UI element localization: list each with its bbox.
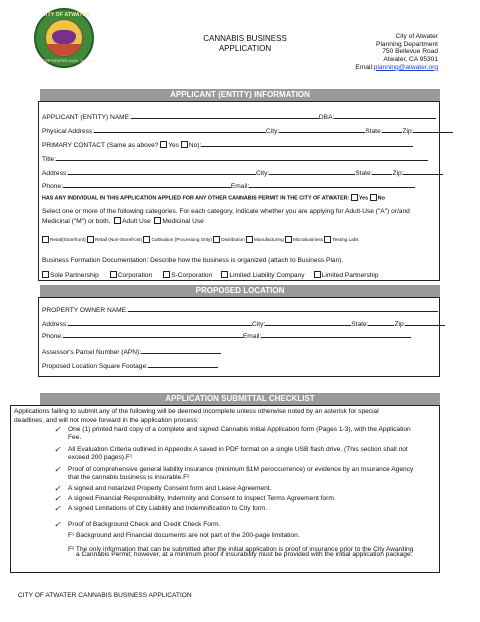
other-permit-row: HAS ANY INDIVIDUAL IN THIS APPLICATION APPLIED FOR ANY OTHER CANNABIS PERMIT IN THE CITY OF ATWATER: Yes No <box>42 195 385 202</box>
contact-zip-field[interactable] <box>403 168 443 175</box>
primary-contact-row: PRIMARY CONTACT (Same as above? Yes No): <box>42 140 413 150</box>
city-seal-logo <box>34 8 94 68</box>
retail-storefront-checkbox[interactable] <box>42 236 49 243</box>
physical-address-field[interactable] <box>94 126 266 133</box>
checklist-intro-line2: deadlines, and will not move forward in the application process: <box>14 417 199 424</box>
checklist-item: ✓ Proof of comprehensive general liability insurance (minimum $1M peroccurrence) or evidence by an Insurance Agency that the cannabis business is insurable.F² <box>54 465 414 481</box>
adult-use-checkbox[interactable] <box>114 217 121 224</box>
seal-top-text: CITY OF ATWATER <box>42 12 90 18</box>
location-phone-field[interactable] <box>63 331 243 338</box>
sole-partnership-checkbox[interactable] <box>42 271 49 278</box>
contact-address-field[interactable] <box>68 168 256 175</box>
footnote-2-line1: F² The only information that can be submitted after the initial application is proof of insurance prior to the City Awarding <box>68 546 414 553</box>
physical-address-row: Physical Address: City: State: Zip: <box>42 126 453 136</box>
applicant-section-header: APPLICANT (ENTITY) INFORMATION <box>40 89 440 101</box>
medicinal-use-checkbox[interactable] <box>154 217 161 224</box>
contact-email-field[interactable] <box>249 181 415 188</box>
checklist-item: ✓ A signed Financial Responsibility, Indemnity and Consent to Inspect Terms Agreement form. <box>54 494 336 503</box>
owner-name-field[interactable] <box>128 305 438 312</box>
apn-field[interactable] <box>141 347 221 354</box>
other-permit-no-checkbox[interactable] <box>370 194 377 201</box>
primary-same-yes-checkbox[interactable] <box>160 141 167 148</box>
footnote-1: F¹ Background and Financial documents are not part of the 200-page limitation. <box>68 532 300 539</box>
footnote-2-line2: a Cannabis Permit; however, at a minimum proof if insurability must be provided with the initial application package. <box>76 551 413 558</box>
physical-state-field[interactable] <box>382 126 402 133</box>
page-footer: CITY OF ATWATER CANNABIS BUSINESS APPLICATION <box>18 592 192 599</box>
cultivation-checkbox[interactable] <box>143 236 150 243</box>
check-mark-icon: ✓ <box>54 445 61 454</box>
check-mark-icon: ✓ <box>54 484 61 493</box>
department-address: City of Atwater Planning Department 750 Bellevue Road Atwater, CA 95301 Email:planning@atwater.org <box>355 33 438 71</box>
checklist-item: ✓ Proof of Background Check and Credit Check Form. <box>54 520 221 529</box>
check-mark-icon: ✓ <box>54 465 61 474</box>
manufacturing-checkbox[interactable] <box>246 236 253 243</box>
title-row: Title: <box>42 154 428 164</box>
distribution-checkbox[interactable] <box>213 236 220 243</box>
applicant-name-row: APPLICANT (ENTITY) NAME: DBA: <box>42 112 436 122</box>
dba-field[interactable] <box>334 112 436 119</box>
physical-zip-field[interactable] <box>413 126 453 133</box>
location-address-row: Address: City: State: Zip: <box>42 319 445 329</box>
category-checkbox-row: Retail(Storefront) Retail (Non-Storefront) Cultivation (Processing Only) Distribution Manufacturing Microbusiness Testing Labs <box>42 236 359 244</box>
seal-bottom-text: INCORPORATED AUG. 16, 1922 <box>36 58 96 63</box>
contact-city-field[interactable] <box>269 168 355 175</box>
applicant-name-field[interactable] <box>131 112 319 119</box>
location-section-header: PROPOSED LOCATION <box>40 285 440 297</box>
checklist-section-header: APPLICATION SUBMITTAL CHECKLIST <box>40 393 440 405</box>
checklist-item: ✓ A signed and notarized Property Consent form and Lease Agreement. <box>54 484 272 493</box>
checklist-item: ✓ One (1) printed hard copy of a complete and signed Cannabis Initial Application form (Pages 1-3), with the Application Fee. <box>54 425 411 441</box>
checklist-items <box>54 426 434 531</box>
check-mark-icon: ✓ <box>54 504 61 513</box>
testing-labs-checkbox[interactable] <box>324 236 331 243</box>
business-formation-label: Business Formation Documentation: Describe how the business is organized (attach to Business Plan). <box>42 257 344 264</box>
microbusiness-checkbox[interactable] <box>285 236 292 243</box>
seal-emblem-icon <box>45 19 83 57</box>
check-mark-icon: ✓ <box>54 494 61 503</box>
location-city-field[interactable] <box>265 319 351 326</box>
physical-city-field[interactable] <box>279 126 365 133</box>
llc-checkbox[interactable] <box>221 271 228 278</box>
location-address-field[interactable] <box>68 319 252 326</box>
document-title: CANNABIS BUSINESS APPLICATION <box>203 34 287 53</box>
location-phone-row: Phone: Email: <box>42 331 411 341</box>
location-email-field[interactable] <box>261 331 411 338</box>
s-corporation-checkbox[interactable] <box>163 271 170 278</box>
check-mark-icon: ✓ <box>54 520 61 529</box>
location-state-field[interactable] <box>368 319 394 326</box>
contact-state-field[interactable] <box>372 168 392 175</box>
other-permit-yes-checkbox[interactable] <box>351 194 358 201</box>
check-mark-icon: ✓ <box>54 425 61 434</box>
limited-partnership-checkbox[interactable] <box>314 271 321 278</box>
retail-nonstorefront-checkbox[interactable] <box>87 236 94 243</box>
checklist-item: ✓ All Evaluation Criteria outlined in Appendix A saved in PDF format on a single USB flash drive. (This section shall not exceed 200 pages).F¹ <box>54 445 408 461</box>
contact-address-row: Address: City: State: Zip: <box>42 168 443 178</box>
owner-name-row: PROPERTY OWNER NAME: <box>42 305 438 315</box>
apn-row: Assessor's Parcel Number (APN): <box>42 347 221 357</box>
sqft-row: Proposed Location Square Footage: <box>42 361 218 371</box>
email-link[interactable]: planning@atwater.org <box>373 63 438 71</box>
location-zip-field[interactable] <box>405 319 445 326</box>
contact-title-field[interactable] <box>56 154 428 161</box>
select-categories-line2: Medicinal ("M") or both. Adult Use Medicinal Use <box>42 217 204 225</box>
primary-contact-field[interactable] <box>201 140 413 147</box>
primary-same-no-checkbox[interactable] <box>181 141 188 148</box>
contact-phone-field[interactable] <box>63 181 231 188</box>
checklist-intro-line1: Applications failing to submit any of the following will be deemed incomplete unless otherwise noted by an asterisk for special <box>14 408 379 415</box>
corporation-checkbox[interactable] <box>110 271 117 278</box>
sqft-field[interactable] <box>148 361 218 368</box>
select-categories-line1: Select one or more of the following categories. For each category, indicate whether you are applying for Adult-Use ("A") or/and <box>42 208 410 215</box>
formation-checkbox-row: Sole Partnership Corporation S-Corporation Limited Liability Company Limited Partnership <box>42 271 379 280</box>
contact-phone-row: Phone: Email: <box>42 181 415 191</box>
checklist-item: ✓ A signed Limitations of City Liability and Indemnification to City form. <box>54 504 268 513</box>
